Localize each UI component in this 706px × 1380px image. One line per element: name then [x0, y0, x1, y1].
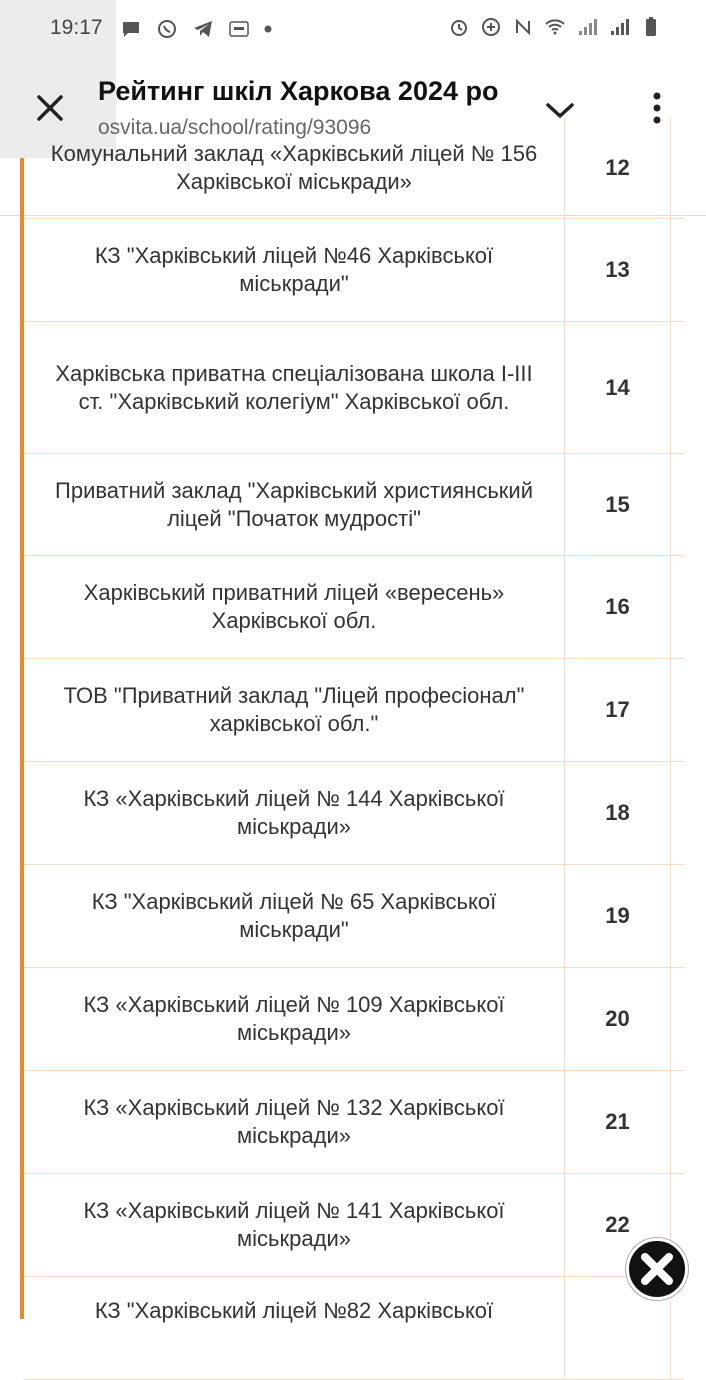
extra-cell	[671, 762, 684, 864]
school-name: Приватний заклад "Харківський християнський ліцей "Початок мудрості"	[24, 454, 565, 555]
school-rank: 13	[565, 219, 671, 321]
table-row[interactable]	[24, 1174, 684, 1277]
alarm-icon	[448, 16, 470, 38]
extra-cell	[671, 556, 684, 658]
table-row[interactable]	[24, 1071, 684, 1174]
extra-cell	[671, 1071, 684, 1173]
table-row[interactable]	[24, 1277, 684, 1380]
school-rank: 16	[565, 556, 671, 658]
school-rank: 21	[565, 1071, 671, 1173]
extra-cell	[671, 659, 684, 761]
table-row[interactable]	[24, 219, 684, 322]
extra-cell	[671, 968, 684, 1070]
telegram-icon	[192, 18, 214, 40]
school-name: КЗ «Харківський ліцей № 141 Харківської міськради»	[24, 1174, 565, 1276]
school-rank: 19	[565, 865, 671, 967]
extra-cell	[671, 118, 684, 218]
table-row[interactable]	[24, 322, 684, 454]
school-name: Харківський приватний ліцей «вересень» Харківської обл.	[24, 556, 565, 658]
school-name: КЗ "Харківський ліцей №82 Харківської	[24, 1277, 565, 1379]
chat-bubble-icon	[120, 18, 142, 40]
school-name: КЗ «Харківський ліцей № 144 Харківської міськради»	[24, 762, 565, 864]
wifi-icon	[544, 16, 566, 38]
system-icons	[448, 16, 662, 38]
school-rank: 14	[565, 322, 671, 453]
school-name: Комунальний заклад «Харківський ліцей № 156 Харківської міськради»	[24, 118, 565, 218]
school-name: ТОВ "Приватний заклад "Ліцей професіонал" харківської обл."	[24, 659, 565, 761]
temu-icon	[228, 18, 250, 40]
signal-icon	[576, 16, 598, 38]
ad-close-button[interactable]	[626, 1238, 688, 1300]
notification-icons	[120, 18, 272, 40]
data-saver-icon	[480, 16, 502, 38]
viber-icon	[156, 18, 178, 40]
school-rank: 18	[565, 762, 671, 864]
table-row[interactable]	[24, 968, 684, 1071]
close-icon	[629, 1241, 685, 1297]
table-row[interactable]	[24, 659, 684, 762]
school-rank: 12	[565, 118, 671, 218]
page-title: Рейтинг шкіл Харкова 2024 ро	[98, 76, 499, 106]
signal-icon-2	[608, 16, 630, 38]
table-row[interactable]	[24, 454, 684, 556]
status-time: 19:17	[50, 16, 103, 39]
table-rows	[24, 118, 684, 1380]
extra-cell	[671, 219, 684, 321]
school-name: КЗ "Харківський ліцей № 65 Харківської міськради"	[24, 865, 565, 967]
rating-table[interactable]	[0, 141, 706, 1323]
school-name: КЗ «Харківський ліцей № 109 Харківської міськради»	[24, 968, 565, 1070]
dot-icon	[264, 25, 272, 33]
table-row[interactable]	[24, 118, 684, 219]
school-name: КЗ "Харківський ліцей №46 Харківської міськради"	[24, 219, 565, 321]
school-rank: 17	[565, 659, 671, 761]
school-rank: 15	[565, 454, 671, 555]
table-row[interactable]	[24, 556, 684, 659]
school-rank: 22	[565, 1174, 671, 1276]
extra-cell	[671, 322, 684, 453]
page-url: osvita.ua/school/rating/93096	[98, 116, 372, 139]
school-rank: 20	[565, 968, 671, 1070]
extra-cell	[671, 865, 684, 967]
school-name: Харківська приватна спеціалізована школа І-ІІІ ст. "Харківський колегіум" Харківської обл.	[24, 322, 565, 453]
status-bar	[0, 0, 706, 58]
school-name: КЗ «Харківський ліцей № 132 Харківської міськради»	[24, 1071, 565, 1173]
nfc-icon	[512, 16, 534, 38]
battery-icon	[640, 16, 662, 38]
extra-cell	[671, 454, 684, 555]
table-row[interactable]	[24, 762, 684, 865]
table-row[interactable]	[24, 865, 684, 968]
